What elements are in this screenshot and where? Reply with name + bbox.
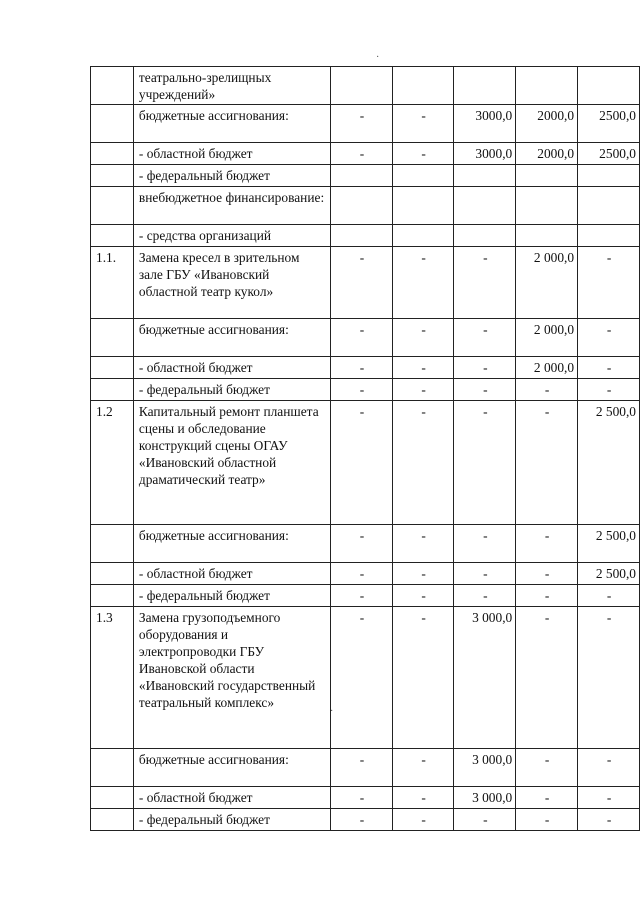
row-number xyxy=(91,379,134,401)
row-name: - федеральный бюджет xyxy=(133,585,330,607)
year-5-value: - xyxy=(578,585,640,607)
row-name: - областной бюджет xyxy=(133,563,330,585)
year-1-value xyxy=(331,225,393,247)
year-3-value xyxy=(454,187,516,225)
row-number xyxy=(91,749,134,787)
row-name: - федеральный бюджет xyxy=(133,809,330,831)
row-number: 1.3 xyxy=(91,607,134,749)
year-1-value: - xyxy=(331,563,393,585)
table-row xyxy=(91,379,640,401)
year-5-value: 2500,0 xyxy=(578,105,640,143)
scan-dot: · xyxy=(376,52,380,63)
year-4-value: - xyxy=(516,563,578,585)
year-5-value: - xyxy=(578,357,640,379)
year-5-value xyxy=(578,225,640,247)
row-number xyxy=(91,165,134,187)
row-name: - средства организаций xyxy=(133,225,330,247)
table-row xyxy=(91,143,640,165)
year-3-value: 3000,0 xyxy=(454,105,516,143)
year-5-value xyxy=(578,67,640,105)
year-2-value xyxy=(392,225,454,247)
table-row xyxy=(91,357,640,379)
year-2-value: - xyxy=(392,247,454,319)
year-4-value: 2000,0 xyxy=(516,105,578,143)
year-4-value: - xyxy=(516,749,578,787)
row-name: - областной бюджет xyxy=(133,357,330,379)
year-2-value: - xyxy=(392,787,454,809)
table-row xyxy=(91,165,640,187)
table-row xyxy=(91,809,640,831)
year-1-value: - xyxy=(331,809,393,831)
year-1-value: - xyxy=(331,607,393,749)
year-1-value: - xyxy=(331,787,393,809)
row-name: - областной бюджет xyxy=(133,143,330,165)
row-name: театрально-зрелищных учреждений» xyxy=(133,67,330,105)
row-number xyxy=(91,357,134,379)
year-3-value xyxy=(454,165,516,187)
row-number xyxy=(91,225,134,247)
year-4-value: - xyxy=(516,787,578,809)
table-row xyxy=(91,319,640,357)
year-5-value: 2 500,0 xyxy=(578,525,640,563)
year-1-value: - xyxy=(331,749,393,787)
row-name: бюджетные ассигнования: xyxy=(133,105,330,143)
row-name: Замена кресел в зрительном зале ГБУ «Ивановский областной театр кукол» xyxy=(133,247,330,319)
row-number: 1.1. xyxy=(91,247,134,319)
row-name: бюджетные ассигнования: xyxy=(133,525,330,563)
year-4-value: - xyxy=(516,379,578,401)
year-5-value xyxy=(578,165,640,187)
year-2-value xyxy=(392,187,454,225)
year-2-value: - xyxy=(392,809,454,831)
year-1-value: - xyxy=(331,143,393,165)
row-name: бюджетные ассигнования: xyxy=(133,749,330,787)
table-row xyxy=(91,225,640,247)
year-5-value: - xyxy=(578,749,640,787)
year-4-value: - xyxy=(516,809,578,831)
year-5-value xyxy=(578,187,640,225)
year-4-value xyxy=(516,165,578,187)
year-5-value: 2 500,0 xyxy=(578,563,640,585)
year-1-value: - xyxy=(331,525,393,563)
year-5-value: - xyxy=(578,607,640,749)
row-number xyxy=(91,585,134,607)
year-5-value: 2500,0 xyxy=(578,143,640,165)
row-name: Замена грузоподъемного оборудования и электропроводки ГБУ Ивановской области «Ивановский государственный театральный комплекс» xyxy=(133,607,330,749)
year-3-value: 3000,0 xyxy=(454,143,516,165)
row-name: внебюджетное финансирование: xyxy=(133,187,330,225)
row-number xyxy=(91,319,134,357)
year-3-value: - xyxy=(454,585,516,607)
year-4-value: - xyxy=(516,401,578,525)
row-number xyxy=(91,787,134,809)
year-3-value xyxy=(454,67,516,105)
year-2-value: - xyxy=(392,607,454,749)
table-row xyxy=(91,585,640,607)
table-row xyxy=(91,187,640,225)
year-3-value: - xyxy=(454,247,516,319)
year-2-value: - xyxy=(392,143,454,165)
year-5-value: - xyxy=(578,379,640,401)
table-row xyxy=(91,749,640,787)
table-row xyxy=(91,525,640,563)
year-4-value: - xyxy=(516,607,578,749)
year-1-value: - xyxy=(331,585,393,607)
row-name: бюджетные ассигнования: xyxy=(133,319,330,357)
table-row xyxy=(91,787,640,809)
row-number xyxy=(91,563,134,585)
year-4-value: 2 000,0 xyxy=(516,357,578,379)
year-1-value xyxy=(331,187,393,225)
year-3-value: 3 000,0 xyxy=(454,749,516,787)
row-name: - федеральный бюджет xyxy=(133,379,330,401)
year-4-value: 2 000,0 xyxy=(516,247,578,319)
year-5-value: - xyxy=(578,247,640,319)
year-2-value: - xyxy=(392,401,454,525)
year-5-value: 2 500,0 xyxy=(578,401,640,525)
year-3-value: - xyxy=(454,319,516,357)
row-number xyxy=(91,67,134,105)
year-2-value: - xyxy=(392,319,454,357)
budget-table-body xyxy=(91,67,640,831)
row-number xyxy=(91,105,134,143)
table-row xyxy=(91,401,640,525)
year-3-value: - xyxy=(454,809,516,831)
row-number xyxy=(91,525,134,563)
year-2-value: - xyxy=(392,563,454,585)
row-number xyxy=(91,187,134,225)
year-2-value: - xyxy=(392,585,454,607)
year-2-value: - xyxy=(392,525,454,563)
row-name: - областной бюджет xyxy=(133,787,330,809)
year-4-value xyxy=(516,67,578,105)
table-row xyxy=(91,607,640,749)
scan-dot: · xyxy=(330,706,334,717)
year-2-value: - xyxy=(392,357,454,379)
year-4-value: - xyxy=(516,585,578,607)
table-row xyxy=(91,563,640,585)
year-3-value: - xyxy=(454,563,516,585)
year-1-value: - xyxy=(331,401,393,525)
row-name: - федеральный бюджет xyxy=(133,165,330,187)
year-3-value: - xyxy=(454,357,516,379)
year-1-value xyxy=(331,165,393,187)
year-2-value: - xyxy=(392,105,454,143)
year-2-value xyxy=(392,67,454,105)
year-5-value: - xyxy=(578,319,640,357)
year-2-value: - xyxy=(392,379,454,401)
row-name: Капитальный ремонт планшета сцены и обследование конструкций сцены ОГАУ «Ивановский областной драматический театр» xyxy=(133,401,330,525)
row-number xyxy=(91,143,134,165)
budget-table xyxy=(90,66,640,831)
year-3-value: 3 000,0 xyxy=(454,787,516,809)
year-1-value: - xyxy=(331,105,393,143)
year-4-value: 2000,0 xyxy=(516,143,578,165)
year-4-value: 2 000,0 xyxy=(516,319,578,357)
year-4-value: - xyxy=(516,525,578,563)
year-2-value xyxy=(392,165,454,187)
year-5-value: - xyxy=(578,787,640,809)
year-3-value: - xyxy=(454,379,516,401)
year-3-value: - xyxy=(454,525,516,563)
table-row xyxy=(91,247,640,319)
year-3-value: - xyxy=(454,401,516,525)
row-number: 1.2 xyxy=(91,401,134,525)
year-1-value xyxy=(331,67,393,105)
year-2-value: - xyxy=(392,749,454,787)
year-1-value: - xyxy=(331,247,393,319)
year-1-value: - xyxy=(331,319,393,357)
year-5-value: - xyxy=(578,809,640,831)
table-row xyxy=(91,105,640,143)
year-3-value xyxy=(454,225,516,247)
row-number xyxy=(91,809,134,831)
table-row xyxy=(91,67,640,105)
year-1-value: - xyxy=(331,379,393,401)
year-3-value: 3 000,0 xyxy=(454,607,516,749)
year-4-value xyxy=(516,187,578,225)
year-4-value xyxy=(516,225,578,247)
year-1-value: - xyxy=(331,357,393,379)
